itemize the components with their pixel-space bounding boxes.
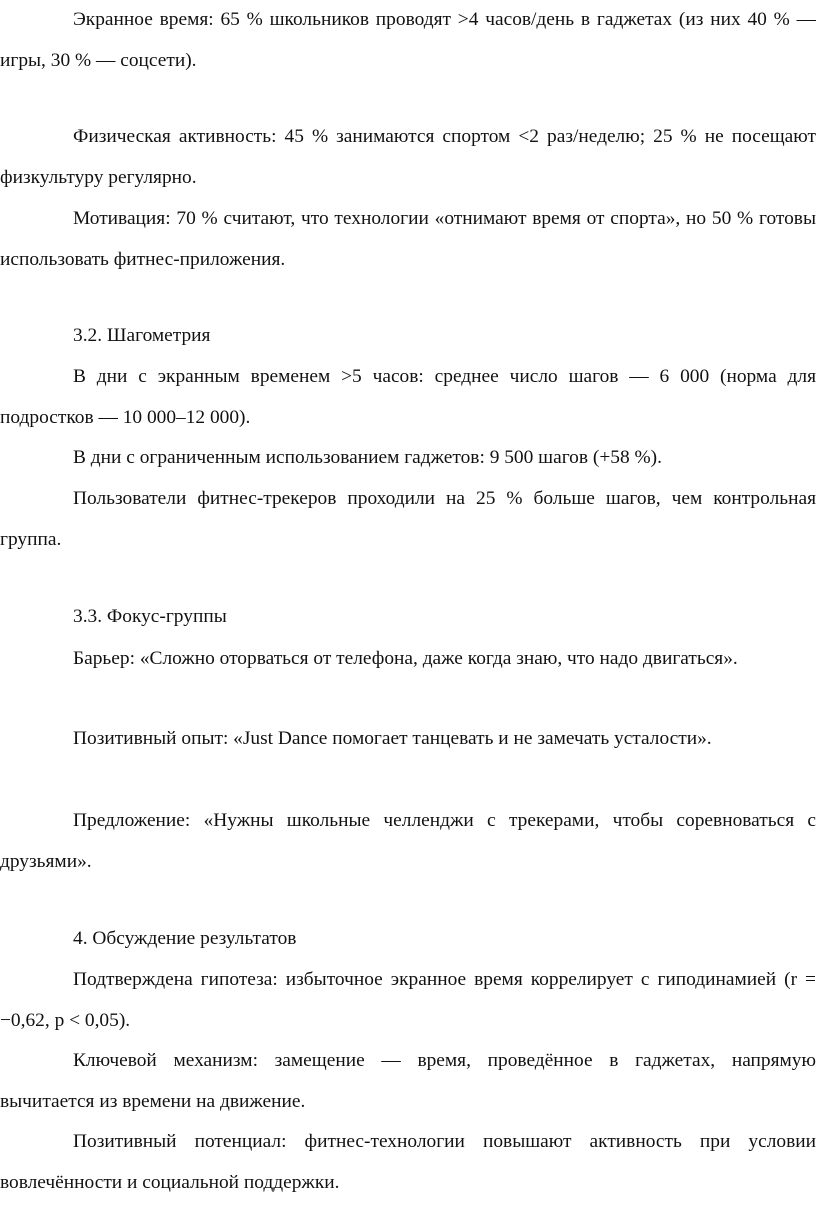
section-heading: 4. Обсуждение результатов [73,928,297,949]
section-heading-focus-groups [0,597,816,638]
paragraph-text: Экранное время: 65 % школьников проводят >4 часов/день в гаджетах (из них 40 % — игры, 30 % — соцсети). [0,9,816,71]
paragraph-text: Мотивация: 70 % считают, что технологии «отнимают время от спорта», но 50 % готовы использовать фитнес‑приложения. [0,208,816,270]
paragraph-text: Физическая активность: 45 % занимаются спортом <2 раз/неделю; 25 % не посещают физкультуру регулярно. [0,126,816,188]
paragraph-key-mechanism [0,1041,816,1122]
paragraph-text: Позитивный опыт: «Just Dance помогает танцевать и не замечать усталости». [73,728,712,749]
paragraph-high-screen-days [0,357,816,438]
section-heading: 3.2. Шагометрия [73,325,211,346]
paragraph-text: Предложение: «Нужны школьные челленджи с трекерами, чтобы соревноваться с друзьями». [0,810,816,872]
paragraph-positive-potential [0,1122,816,1203]
section-heading: 3.3. Фокус‑группы [73,606,227,627]
paragraph-barrier [0,639,816,680]
paragraph-limited-gadget-days [0,438,816,479]
paragraph-proposal [0,801,816,882]
paragraph-text: В дни с экранным временем >5 часов: среднее число шагов — 6 000 (норма для подростков — 10 000–12 000). [0,366,816,428]
paragraph-hypothesis [0,960,816,1041]
paragraph-text: Подтверждена гипотеза: избыточное экранное время коррелирует с гиподинамией (r = −0,62, p < 0,05). [0,969,816,1031]
paragraph-motivation [0,199,816,280]
paragraph-text: Позитивный потенциал: фитнес‑технологии повышают активность при условии вовлечённости и социальной поддержки. [0,1131,816,1193]
paragraph-text: В дни с ограниченным использованием гаджетов: 9 500 шагов (+58 %). [73,447,662,468]
paragraph-text: Барьер: «Сложно оторваться от телефона, даже когда знаю, что надо двигаться». [73,648,738,669]
paragraph-text: Пользователи фитнес‑трекеров проходили на 25 % больше шагов, чем контрольная группа. [0,488,816,550]
paragraph-screen-time [0,0,816,81]
paragraph-text: Ключевой механизм: замещение — время, проведённое в гаджетах, напрямую вычитается из времени на движение. [0,1050,816,1112]
paragraph-physical-activity [0,117,816,198]
section-heading-step-count [0,316,816,357]
paragraph-positive-experience [0,719,816,760]
section-heading-discussion [0,919,816,960]
paragraph-tracker-users [0,479,816,560]
